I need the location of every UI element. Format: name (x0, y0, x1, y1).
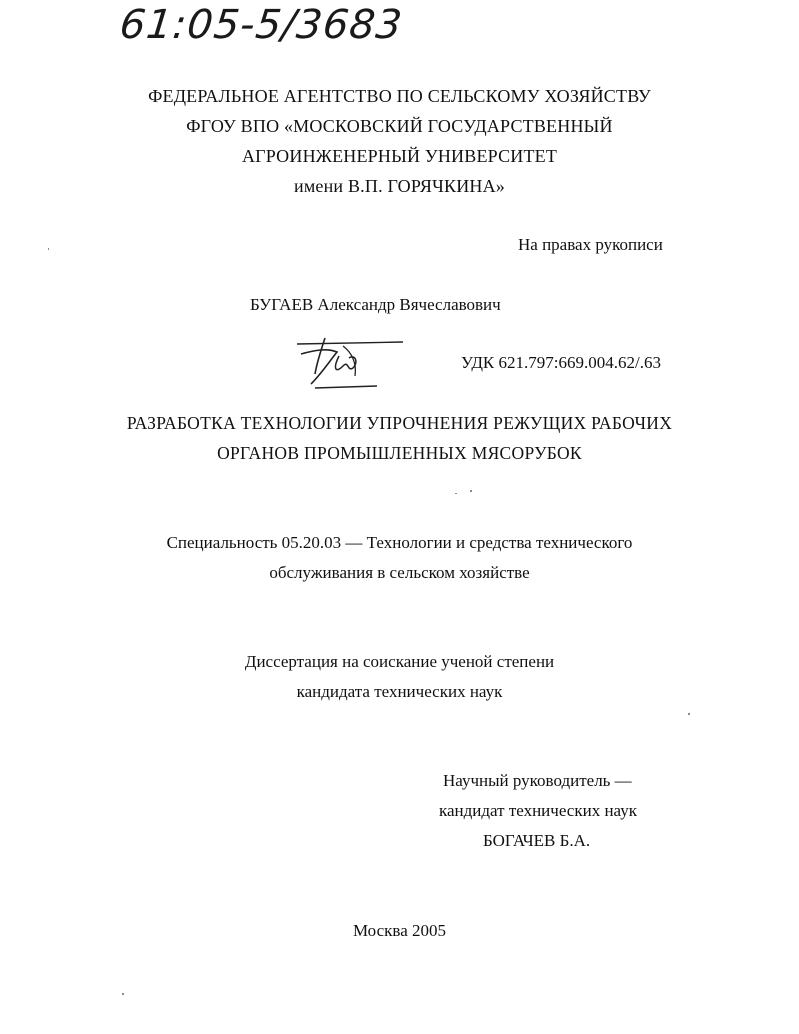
organization-line-3: АГРОИНЖЕНЕРНЫЙ УНИВЕРСИТЕТ (241, 146, 558, 166)
organization-line-4: имени В.П. ГОРЯЧКИНА» (293, 176, 506, 196)
scan-speck (688, 713, 690, 715)
signature-icon (285, 332, 410, 392)
archive-number-handwritten: 61:05-5/3683 (117, 2, 405, 48)
scan-speck (48, 248, 49, 250)
manuscript-rights: На правах рукописи (518, 235, 663, 254)
author-name: БУГАЕВ Александр Вячеславович (250, 295, 501, 314)
organization-line-1: ФЕДЕРАЛЬНОЕ АГЕНТСТВО ПО СЕЛЬСКОМУ ХОЗЯЙСТВУ (148, 86, 651, 106)
specialty-line-1: Специальность 05.20.03 — Технологии и средства технического (166, 533, 633, 552)
degree-line-2: кандидата технических наук (296, 682, 503, 701)
organization-line-2: ФГОУ ВПО «МОСКОВСКИЙ ГОСУДАРСТВЕННЫЙ (186, 116, 613, 136)
scan-speck (470, 490, 472, 492)
supervisor-line-1: Научный руководитель — (443, 771, 632, 790)
udc-code: УДК 621.797:669.004.62/.63 (461, 353, 661, 372)
thesis-title-line-2: ОРГАНОВ ПРОМЫШЛЕННЫХ МЯСОРУБОК (217, 443, 582, 463)
degree-line-1: Диссертация на соискание ученой степени (244, 652, 555, 671)
place-year: Москва 2005 (352, 921, 447, 940)
supervisor-line-3: БОГАЧЕВ Б.А. (483, 831, 591, 850)
scan-speck (455, 493, 457, 494)
specialty-line-2: обслуживания в сельском хозяйстве (269, 563, 530, 582)
thesis-title-line-1: РАЗРАБОТКА ТЕХНОЛОГИИ УПРОЧНЕНИЯ РЕЖУЩИХ РАБОЧИХ (126, 413, 673, 433)
supervisor-line-2: кандидат технических наук (439, 801, 637, 820)
scan-speck (122, 993, 124, 995)
